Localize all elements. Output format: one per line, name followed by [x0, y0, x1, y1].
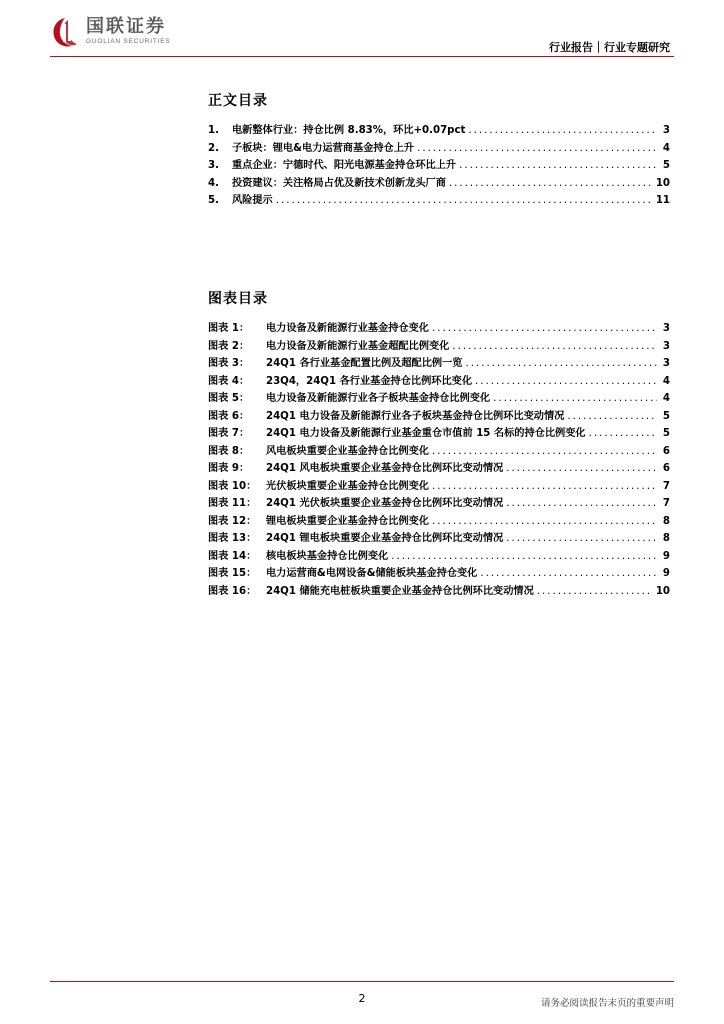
- toc-item-text: 重点企业：宁德时代、阳光电源基金持仓环比上升: [232, 160, 457, 171]
- toc-item-text: 投资建议：关注格局占优及新技术创新龙头厂商: [232, 177, 446, 189]
- toc-item-page: 11: [655, 195, 670, 206]
- figure-item-page: 3: [662, 340, 670, 352]
- figure-item[interactable]: [208, 582, 670, 600]
- figure-item-page: 7: [662, 480, 670, 492]
- figure-item-number: 图表 12：: [208, 515, 257, 527]
- figure-item[interactable]: [208, 459, 670, 477]
- figure-item-page: 3: [662, 358, 670, 369]
- toc-item-number: 3.: [208, 160, 219, 171]
- figure-item[interactable]: [208, 494, 670, 512]
- toc-item[interactable]: [208, 121, 670, 139]
- figure-item-text: 24Q1 光伏板块重要企业基金持仓比例环比变动情况: [266, 498, 504, 509]
- toc-item-number: 4.: [208, 177, 219, 189]
- leader-dots: [276, 195, 653, 206]
- leader-dots: [459, 160, 657, 171]
- figure-item-page: 5: [662, 410, 670, 422]
- toc-item-page: 3: [662, 125, 670, 136]
- figure-item[interactable]: [208, 389, 670, 407]
- figure-item[interactable]: [208, 407, 670, 425]
- figure-item-page: 9: [662, 568, 670, 579]
- leader-dots: [480, 568, 657, 579]
- leader-dots: [506, 463, 657, 474]
- figure-item-page: 8: [662, 533, 670, 544]
- figure-item-number: 图表 3：: [208, 358, 250, 369]
- figure-item-number: 图表 11：: [208, 498, 257, 509]
- leader-dots: [417, 143, 657, 154]
- leader-dots: [506, 498, 657, 509]
- figure-item-page: 9: [662, 550, 670, 562]
- logo-chinese-name: 国联证券: [86, 16, 166, 38]
- figure-item[interactable]: [208, 512, 670, 530]
- figure-item-page: 4: [662, 375, 670, 387]
- figure-item-page: 4: [662, 393, 670, 404]
- figure-item[interactable]: [208, 424, 670, 442]
- figure-item-page: 8: [662, 515, 670, 527]
- figure-item-text: 24Q1 电力设备及新能源行业各子板块基金持仓比例环比变动情况: [266, 410, 565, 422]
- figure-item-text: 24Q1 锂电板块重要企业基金持仓比例环比变动情况: [266, 533, 504, 544]
- figure-item-text: 风电板块重要企业基金持仓比例变化: [266, 445, 429, 457]
- toc-item[interactable]: [208, 139, 670, 157]
- leader-dots: [432, 481, 657, 492]
- figure-item[interactable]: [208, 372, 670, 390]
- figure-item-page: 6: [662, 463, 670, 474]
- figure-item[interactable]: [208, 529, 670, 547]
- figure-item-page: 6: [662, 445, 670, 457]
- leader-dots: [567, 411, 657, 422]
- figure-item-number: 图表 2：: [208, 340, 250, 352]
- leader-dots: [468, 125, 657, 136]
- figure-item-text: 24Q1 储能充电桩板块重要企业基金持仓比例环比变动情况: [266, 585, 534, 597]
- figure-item-number: 图表 1：: [208, 323, 250, 334]
- toc-item-text: 电新整体行业：持仓比例 8.83%，环比+0.07pct: [232, 125, 466, 136]
- leader-dots: [465, 358, 657, 369]
- figure-item-number: 图表 13：: [208, 533, 257, 544]
- figure-item-text: 电力设备及新能源行业基金持仓变化: [266, 323, 429, 334]
- figure-item-page: 5: [662, 428, 670, 439]
- toc-item[interactable]: [208, 156, 670, 174]
- toc-item[interactable]: [208, 174, 670, 192]
- figure-item-text: 电力运营商&电网设备&储能板块基金持仓变化: [266, 568, 478, 579]
- toc-item-text: 风险提示: [232, 195, 273, 206]
- figure-item-number: 图表 10：: [208, 480, 257, 492]
- leader-dots: [589, 428, 657, 439]
- figure-item-number: 图表 9：: [208, 463, 250, 474]
- figure-item[interactable]: [208, 564, 670, 582]
- figure-list: [208, 319, 670, 599]
- figure-item-number: 图表 6：: [208, 410, 250, 422]
- toc-item-page: 4: [662, 142, 670, 154]
- header-divider: [50, 56, 674, 57]
- report-type-label: 行业报告｜行业专题研究: [549, 41, 670, 54]
- figure-item-text: 电力设备及新能源行业各子板块基金持仓比例变化: [266, 393, 491, 404]
- figure-item-text: 光伏板块重要企业基金持仓比例变化: [266, 480, 429, 492]
- figure-item-number: 图表 8：: [208, 445, 250, 457]
- leader-dots: [475, 376, 657, 387]
- figure-item[interactable]: [208, 547, 670, 565]
- figure-item-text: 锂电板块重要企业基金持仓比例变化: [266, 515, 429, 527]
- leader-dots: [449, 178, 653, 189]
- toc-title: 正文目录: [208, 93, 268, 109]
- figure-item-number: 图表 15：: [208, 568, 257, 579]
- figure-item-number: 图表 5：: [208, 393, 250, 404]
- toc-item-number: 1.: [208, 125, 219, 136]
- figure-item[interactable]: [208, 354, 670, 372]
- figure-item[interactable]: [208, 477, 670, 495]
- figure-item-page: 3: [662, 323, 670, 334]
- figure-item-number: 图表 16：: [208, 585, 257, 597]
- figure-item-text: 24Q1 风电板块重要企业基金持仓比例环比变动情况: [266, 463, 504, 474]
- company-logo: [50, 14, 170, 50]
- leader-dots: [432, 516, 657, 527]
- logo-mark-icon: [50, 15, 80, 49]
- toc-item-page: 10: [655, 177, 670, 189]
- leader-dots: [452, 341, 657, 352]
- figure-item-text: 24Q1 各行业基金配置比例及超配比例一览: [266, 358, 463, 369]
- figure-item-text: 24Q1 电力设备及新能源行业基金重仓市值前 15 名标的持仓比例变化: [266, 428, 586, 439]
- figure-item-page: 7: [662, 498, 670, 509]
- toc-item-number: 2.: [208, 142, 219, 154]
- toc-item-number: 5.: [208, 195, 219, 206]
- figure-item-number: 图表 7：: [208, 428, 250, 439]
- toc-item-page: 5: [662, 160, 670, 171]
- figure-item-text: 核电板块基金持仓比例变化: [266, 550, 389, 562]
- footer-disclaimer: 请务必阅读报告末页的重要声明: [540, 998, 674, 1009]
- page-header: [0, 0, 724, 60]
- leader-dots: [432, 323, 657, 334]
- toc-item-text: 子板块：锂电&电力运营商基金持仓上升: [232, 142, 415, 154]
- toc-item[interactable]: [208, 191, 670, 209]
- figure-item-number: 图表 4：: [208, 375, 250, 387]
- logo-english-name: GUOLIAN SECURITIES: [86, 38, 171, 46]
- page-number: 2: [358, 992, 366, 1005]
- figure-item[interactable]: [208, 442, 670, 460]
- figure-item[interactable]: [208, 337, 670, 355]
- figure-list-title: 图表目录: [208, 291, 268, 307]
- figure-item-number: 图表 14：: [208, 550, 257, 562]
- leader-dots: [506, 533, 657, 544]
- figure-item-text: 电力设备及新能源行业基金超配比例变化: [266, 340, 450, 352]
- leader-dots: [391, 551, 657, 562]
- figure-item[interactable]: [208, 319, 670, 337]
- leader-dots: [537, 586, 653, 597]
- leader-dots: [493, 393, 657, 404]
- figure-item-text: 23Q4，24Q1 各行业基金持仓比例环比变化: [266, 375, 473, 387]
- footer-divider: [50, 981, 674, 982]
- figure-item-page: 10: [655, 585, 670, 597]
- toc-list: [208, 121, 670, 209]
- leader-dots: [432, 446, 657, 457]
